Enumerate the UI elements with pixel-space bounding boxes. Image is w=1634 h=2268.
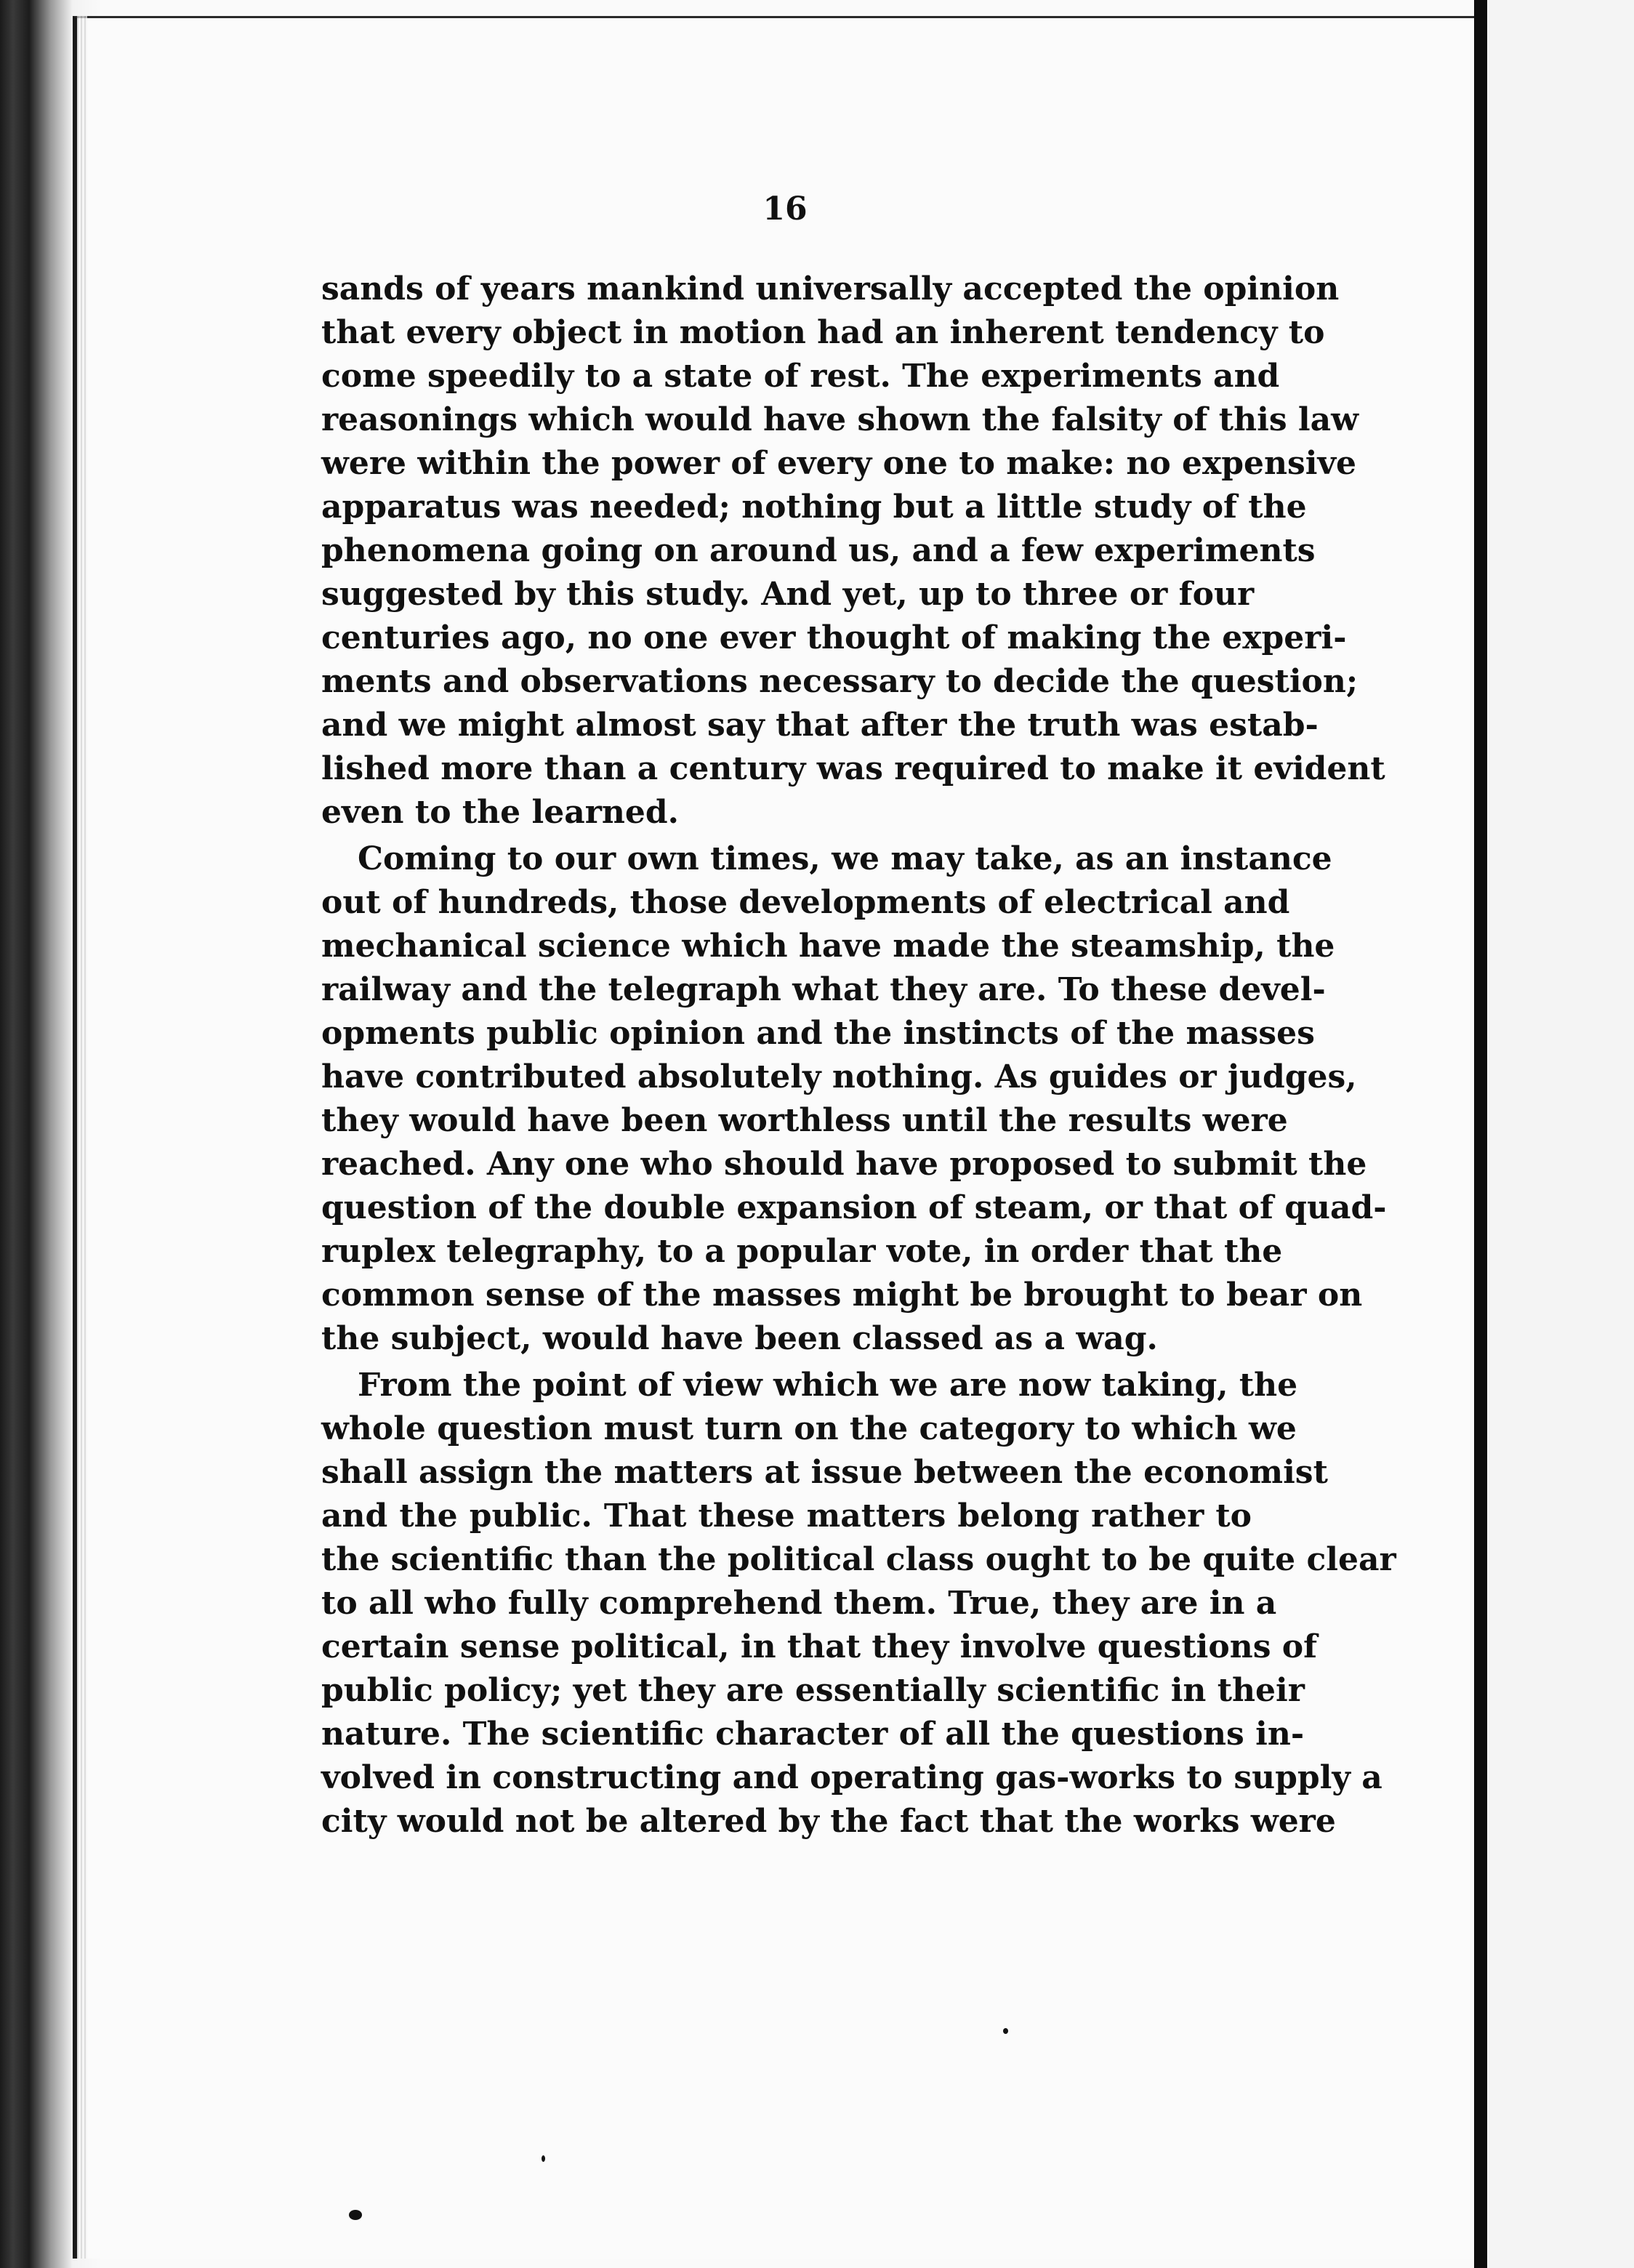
scan-speck <box>542 2155 545 2162</box>
page-number: 16 <box>762 190 808 228</box>
text-line: suggested by this study. And yet, up to three or four <box>321 576 1255 613</box>
text-line: opments public opinion and the instincts of the masses <box>321 1015 1315 1052</box>
text-line: mechanical science which have made the steamship, the <box>321 928 1335 965</box>
text-line: the subject, would have been classed as a wag. <box>321 1320 1158 1357</box>
text-line: reached. Any one who should have proposed to submit the <box>321 1146 1367 1183</box>
scan-speck <box>1003 2028 1008 2034</box>
text-line: question of the double expansion of steam, or that of quad- <box>321 1189 1387 1226</box>
text-line: railway and the telegraph what they are. To these devel- <box>321 971 1326 1008</box>
paragraph <box>321 268 1385 835</box>
text-line: whole question must turn on the category to which we <box>321 1410 1297 1447</box>
text-line: that every object in motion had an inherent tendency to <box>321 314 1325 351</box>
text-line: common sense of the masses might be brought to bear on <box>321 1276 1363 1314</box>
text-line: nature. The scientific character of all the questions in- <box>321 1716 1305 1753</box>
text-line: certain sense political, in that they involve questions of <box>321 1628 1318 1665</box>
text-line: ruplex telegraphy, to a popular vote, in order that the <box>321 1233 1283 1270</box>
text-line: ments and observations necessary to decide the question; <box>321 663 1359 700</box>
scan-speck <box>349 2210 362 2220</box>
text-line: centuries ago, no one ever thought of making the experi- <box>321 619 1347 656</box>
text-line: have contributed absolutely nothing. As guides or judges, <box>321 1058 1357 1095</box>
body-text <box>321 268 1396 1843</box>
text-line: reasonings which would have shown the falsity of this law <box>321 401 1359 438</box>
text-line: to all who fully comprehend them. True, they are in a <box>321 1585 1277 1622</box>
text-line: volved in constructing and operating gas-works to supply a <box>321 1759 1383 1796</box>
text-line: phenomena going on around us, and a few experiments <box>321 532 1316 569</box>
text-line: Coming to our own times, we may take, as an instance <box>358 840 1332 877</box>
text-line: they would have been worthless until the results were <box>321 1102 1288 1139</box>
text-line: city would not be altered by the fact that the works were <box>321 1803 1336 1840</box>
text-line: out of hundreds, those developments of electrical and <box>321 884 1290 921</box>
paragraph <box>321 1364 1396 1843</box>
text-line: sands of years mankind universally accepted the opinion <box>321 270 1340 307</box>
text-line: even to the learned. <box>321 794 679 831</box>
gutter-shadow <box>1474 0 1487 2268</box>
text-line: come speedily to a state of rest. The experiments and <box>321 358 1280 395</box>
facing-page-edge <box>1476 0 1634 2268</box>
text-line: the scientific than the political class ought to be quite clear <box>321 1541 1396 1578</box>
text-line: lished more than a century was required to make it evident <box>321 750 1385 787</box>
page-edge <box>77 16 87 2259</box>
text-line: From the point of view which we are now taking, the <box>358 1367 1298 1404</box>
text-line: shall assign the matters at issue between the economist <box>321 1454 1328 1491</box>
text-line: and we might almost say that after the truth was estab- <box>321 707 1319 744</box>
paragraph <box>321 837 1387 1361</box>
text-line: public policy; yet they are essentially scientific in their <box>321 1672 1305 1709</box>
text-line: were within the power of every one to make: no expensive <box>321 445 1357 482</box>
text-line: apparatus was needed; nothing but a little study of the <box>321 488 1307 526</box>
text-line: and the public. That these matters belong rather to <box>321 1497 1252 1535</box>
